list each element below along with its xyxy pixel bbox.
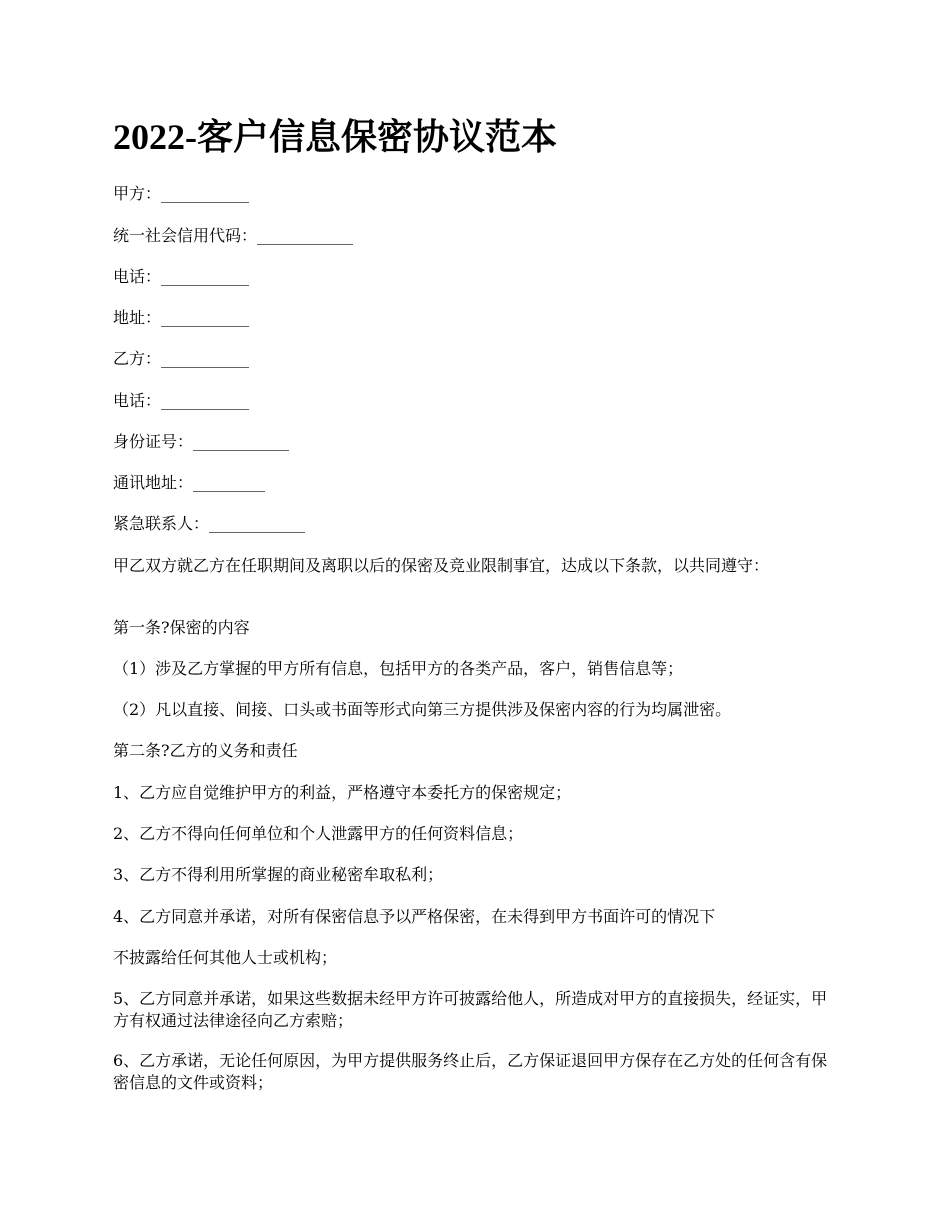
article1-heading: 第一条?保密的内容 [113,618,250,637]
article2-item: 2、乙方不得向任何单位和个人泄露甲方的任何资料信息； [113,824,524,843]
article2-item: 1、乙方应自觉维护甲方的利益，严格遵守本委托方的保密规定； [113,783,572,802]
field-address: 地址：___________ [113,308,250,327]
field-emergency-contact: 紧急联系人：____________ [113,514,306,533]
article1-item: （1）涉及乙方掌握的甲方所有信息，包括甲方的各类产品，客户，销售信息等； [113,659,684,678]
document-title: 2022-客户信息保密协议范本 [113,117,557,157]
field-phone-a: 电话：___________ [113,267,250,286]
intro-paragraph: 甲乙双方就乙方在任职期间及离职以后的保密及竞业限制事宜，达成以下条款，以共同遵守： [113,556,770,575]
field-party-a: 甲方：___________ [113,184,250,203]
article2-item: 不披露给任何其他人士或机构； [113,948,338,967]
article2-item: 3、乙方不得利用所掌握的商业秘密牟取私利； [113,865,444,884]
article2-item: 4、乙方同意并承诺，对所有保密信息予以严格保密，在未得到甲方书面许可的情况下 [113,907,716,926]
field-party-b: 乙方：___________ [113,349,250,368]
article2-heading: 第二条?乙方的义务和责任 [113,741,298,760]
field-credit-code: 统一社会信用代码：____________ [113,226,354,245]
article2-item: 5、乙方同意并承诺，如果这些数据未经甲方许可披露给他人，所造成对甲方的直接损失，经证实，甲方有权通过法律途径向乙方索赔； [113,989,828,1030]
field-phone-b: 电话：___________ [113,391,250,410]
field-mailing-address: 通讯地址：_________ [113,473,266,492]
field-id-number: 身份证号：____________ [113,432,290,451]
article2-item: 6、乙方承诺，无论任何原因，为甲方提供服务终止后，乙方保证退回甲方保存在乙方处的任何含有保密信息的文件或资料； [113,1051,828,1092]
article1-item: （2）凡以直接、间接、口头或书面等形式向第三方提供涉及保密内容的行为均属泄密。 [113,700,732,719]
